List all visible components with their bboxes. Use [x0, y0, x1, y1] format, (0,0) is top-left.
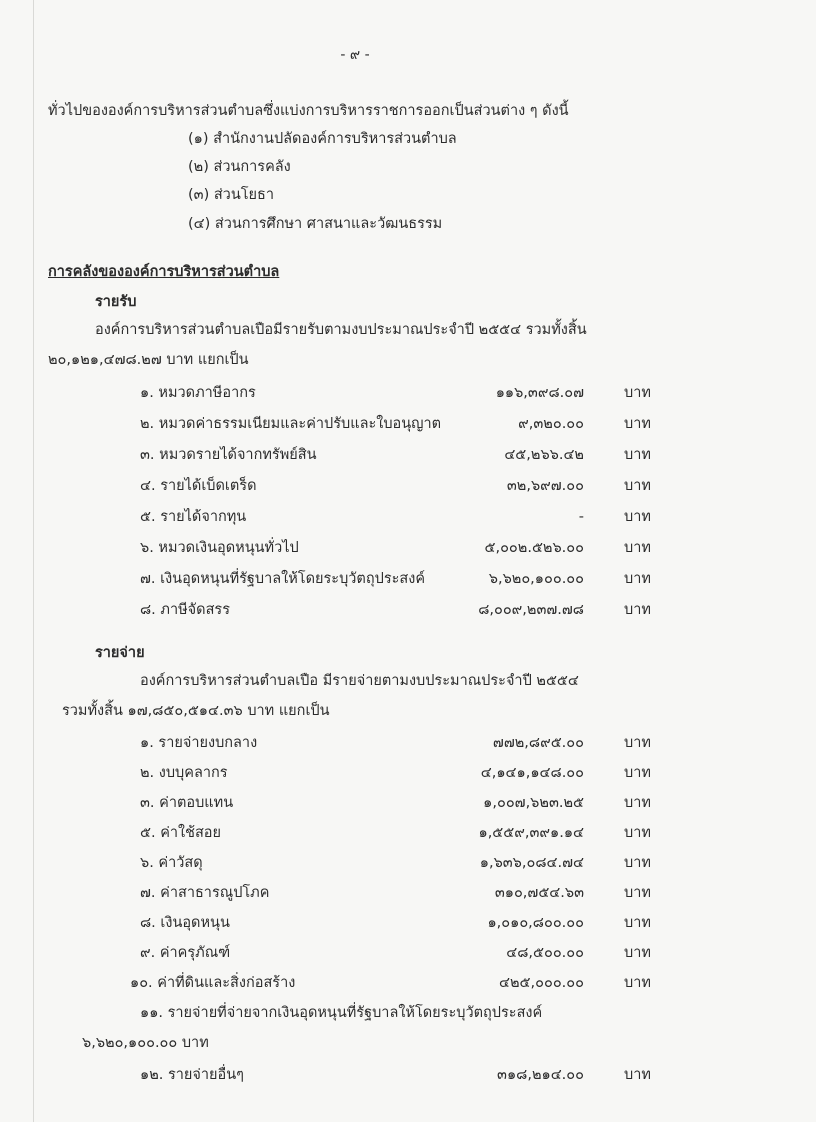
expense-item-amount: ๔๘,๕๐๐.๐๐ [506, 945, 584, 961]
expense-item-label: ๖. ค่าวัสดุ [140, 855, 203, 871]
expense-item-amount: ๗๗๒,๘๙๕.๐๐ [492, 735, 584, 751]
expense-item-label: ๙. ค่าครุภัณฑ์ [140, 945, 231, 961]
expense-item-amount: ๔,๑๔๑,๑๔๘.๐๐ [480, 765, 584, 781]
expense-item-label: ๑. รายจ่ายงบกลาง [140, 735, 258, 751]
expense-item-amount: ๓๑๘,๒๑๔.๐๐ [497, 1067, 584, 1083]
income-heading: รายรับ [95, 294, 137, 310]
expense-item11-line2: ๖,๖๒๐,๑๐๐.๐๐ บาท [82, 1035, 209, 1051]
expense-paragraph-line2: รวมทั้งสิ้น ๑๗,๘๕๐,๕๑๔.๓๖ บาท แยกเป็น [62, 703, 330, 719]
income-item-amount: - [578, 509, 584, 525]
income-item-label: ๓. หมวดรายได้จากทรัพย์สิน [140, 447, 317, 463]
income-item-unit: บาท [624, 416, 651, 432]
expense-item-unit: บาท [624, 735, 651, 751]
page-number: - ๙ - [340, 47, 370, 63]
expense-item-unit: บาท [624, 945, 651, 961]
expense-item-unit: บาท [624, 885, 651, 901]
income-item-unit: บาท [624, 571, 651, 587]
income-item-label: ๗. เงินอุดหนุนที่รัฐบาลให้โดยระบุวัตถุประสงค์ [140, 571, 426, 587]
division-item: (๔) ส่วนการศึกษา ศาสนาและวัฒนธรรม [188, 216, 443, 232]
expense-item-unit: บาท [624, 975, 651, 991]
expense-item-amount: ๔๒๕,๐๐๐.๐๐ [499, 975, 584, 991]
income-item-unit: บาท [624, 602, 651, 618]
expense-item-label: ๑๐. ค่าที่ดินและสิ่งก่อสร้าง [130, 975, 296, 991]
income-paragraph-line1: องค์การบริหารส่วนตำบลเปือมีรายรับตามงบประมาณประจำปี ๒๕๕๔ รวมทั้งสิ้น [95, 322, 587, 338]
income-item-amount: ๕,๐๐๒.๕๒๖.๐๐ [484, 540, 584, 556]
income-item-label: ๖. หมวดเงินอุดหนุนทั่วไป [140, 540, 299, 556]
expense-item-unit: บาท [624, 1067, 651, 1083]
income-item-amount: ๓๒,๖๙๗.๐๐ [506, 478, 584, 494]
division-item: (๒) ส่วนการคลัง [188, 159, 291, 175]
income-item-label: ๕. รายได้จากทุน [140, 509, 247, 525]
income-item-unit: บาท [624, 540, 651, 556]
intro-line: ทั่วไปขององค์การบริหารส่วนตำบลซึ่งแบ่งการบริหารราชการออกเป็นส่วนต่าง ๆ ดังนี้ [48, 103, 569, 119]
expense-item-amount: ๑,๕๕๙,๓๙๑.๑๔ [478, 825, 584, 841]
expense-heading: รายจ่าย [95, 645, 145, 661]
income-paragraph-line2: ๒๐,๑๒๑,๔๗๘.๒๗ บาท แยกเป็น [48, 352, 249, 368]
income-item-amount: ๘,๐๐๙,๒๓๗.๗๘ [478, 602, 584, 618]
expense-item-unit: บาท [624, 855, 651, 871]
expense-item-label: ๒. งบบุคลากร [140, 765, 228, 781]
income-item-amount: ๔๕,๒๖๖.๔๒ [504, 447, 584, 463]
expense-item-unit: บาท [624, 915, 651, 931]
expense-item-amount: ๓๑๐,๗๕๔.๖๓ [494, 885, 584, 901]
expense-item-unit: บาท [624, 765, 651, 781]
expense-item-amount: ๑,๖๓๖,๐๘๔.๗๔ [479, 855, 584, 871]
expense-item-amount: ๑,๐๐๗,๖๒๓.๒๕ [483, 795, 584, 811]
expense-item-unit: บาท [624, 825, 651, 841]
division-item: (๑) สำนักงานปลัดองค์การบริหารส่วนตำบล [188, 131, 457, 147]
income-item-label: ๘. ภาษีจัดสรร [140, 602, 231, 618]
expense-item-label: ๕. ค่าใช้สอย [140, 825, 222, 841]
scan-edge-line [33, 0, 34, 1122]
division-item: (๓) ส่วนโยธา [188, 187, 275, 203]
income-item-amount: ๖,๖๒๐,๑๐๐.๐๐ [488, 571, 584, 587]
income-item-amount: ๙,๓๒๐.๐๐ [518, 416, 584, 432]
income-item-unit: บาท [624, 509, 651, 525]
income-item-unit: บาท [624, 385, 651, 401]
income-item-label: ๒. หมวดค่าธรรมเนียมและค่าปรับและใบอนุญาต [140, 416, 442, 432]
income-item-unit: บาท [624, 478, 651, 494]
income-item-amount: ๑๑๖,๓๙๘.๐๗ [495, 385, 584, 401]
expense-item-label: ๗. ค่าสาธารณูปโภค [140, 885, 270, 901]
income-item-label: ๔. รายได้เบ็ดเตร็ด [140, 478, 257, 494]
finance-heading: การคลังขององค์การบริหารส่วนตำบล [48, 264, 280, 280]
expense-item-label: ๓. ค่าตอบแทน [140, 795, 234, 811]
expense-item-amount: ๑,๐๑๐,๘๐๐.๐๐ [487, 915, 584, 931]
expense-paragraph-line1: องค์การบริหารส่วนตำบลเปือ มีรายจ่ายตามงบประมาณประจำปี ๒๕๕๔ [140, 673, 579, 689]
expense-item-unit: บาท [624, 795, 651, 811]
expense-item-label: ๑๒. รายจ่ายอื่นๆ [140, 1067, 244, 1083]
income-item-label: ๑. หมวดภาษีอากร [140, 385, 256, 401]
expense-item-label: ๘. เงินอุดหนุน [140, 915, 230, 931]
expense-item11-line1: ๑๑. รายจ่ายที่จ่ายจากเงินอุดหนุนที่รัฐบาลให้โดยระบุวัตถุประสงค์ [140, 1005, 543, 1021]
income-item-unit: บาท [624, 447, 651, 463]
